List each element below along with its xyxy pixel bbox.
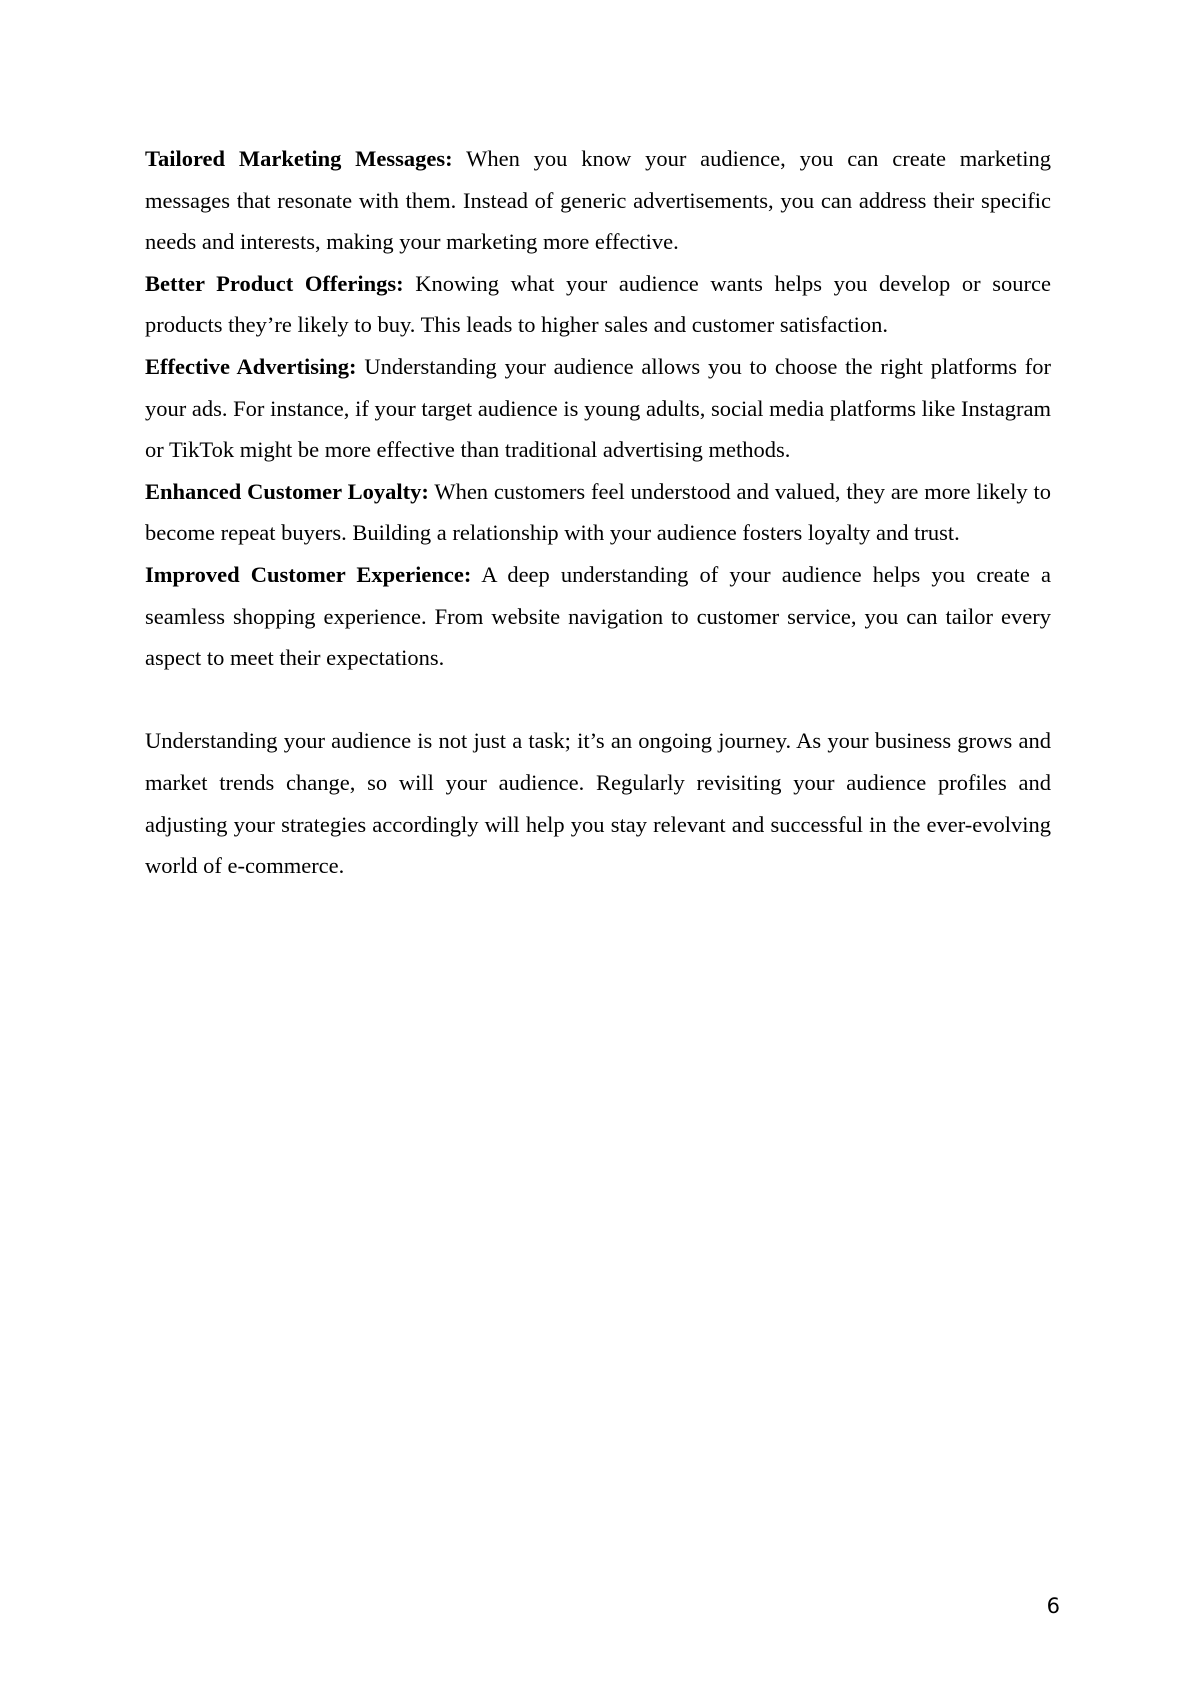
- paragraph-customer-experience: [145, 554, 1051, 679]
- text-effective-advertising: Understanding your audience allows you to choose the right platforms for your ads. For instance, if your target audience is young adults, social media platforms like Instagram or TikTok might be more effective than traditional advertising methods.: [145, 353, 1051, 463]
- text-customer-loyalty: When customers feel understood and valued, they are more likely to become repeat buyers. Building a relationship with your audience fosters loyalty and trust.: [145, 478, 1051, 546]
- term-customer-experience: Improved Customer Experience:: [145, 561, 472, 587]
- paragraph-tailored-marketing: [145, 138, 1051, 263]
- text-better-product: Knowing what your audience wants helps you develop or source products they’re likely to buy. This leads to higher sales and customer satisfaction.: [145, 270, 1051, 338]
- text-customer-experience: A deep understanding of your audience helps you create a seamless shopping experience. From website navigation to customer service, you can tailor every aspect to meet their expectations.: [145, 561, 1051, 671]
- term-effective-advertising: Effective Advertising:: [145, 353, 357, 379]
- term-tailored-marketing: Tailored Marketing Messages:: [145, 146, 453, 171]
- text-tailored-marketing: When you know your audience, you can create marketing messages that resonate with them. Instead of generic advertisements, you can address their specific needs and interests, making your marketing more effective.: [145, 146, 1052, 255]
- term-better-product: Better Product Offerings:: [145, 270, 404, 296]
- term-customer-loyalty: Enhanced Customer Loyalty:: [145, 478, 429, 504]
- page-body: [145, 138, 1051, 887]
- paragraph-effective-advertising: [145, 346, 1051, 471]
- paragraph-customer-loyalty: [145, 471, 1051, 554]
- paragraph-better-product: [145, 263, 1051, 346]
- page-number: 6: [1046, 1594, 1060, 1618]
- closing-paragraph: Understanding your audience is not just a task; it’s an ongoing journey. As your business grows and market trends change, so will your audience. Regularly revisiting your audience profiles and adjusting your strategies accordingly will help you stay relevant and successful in the ever-evolving world of e-commerce.: [145, 728, 1051, 879]
